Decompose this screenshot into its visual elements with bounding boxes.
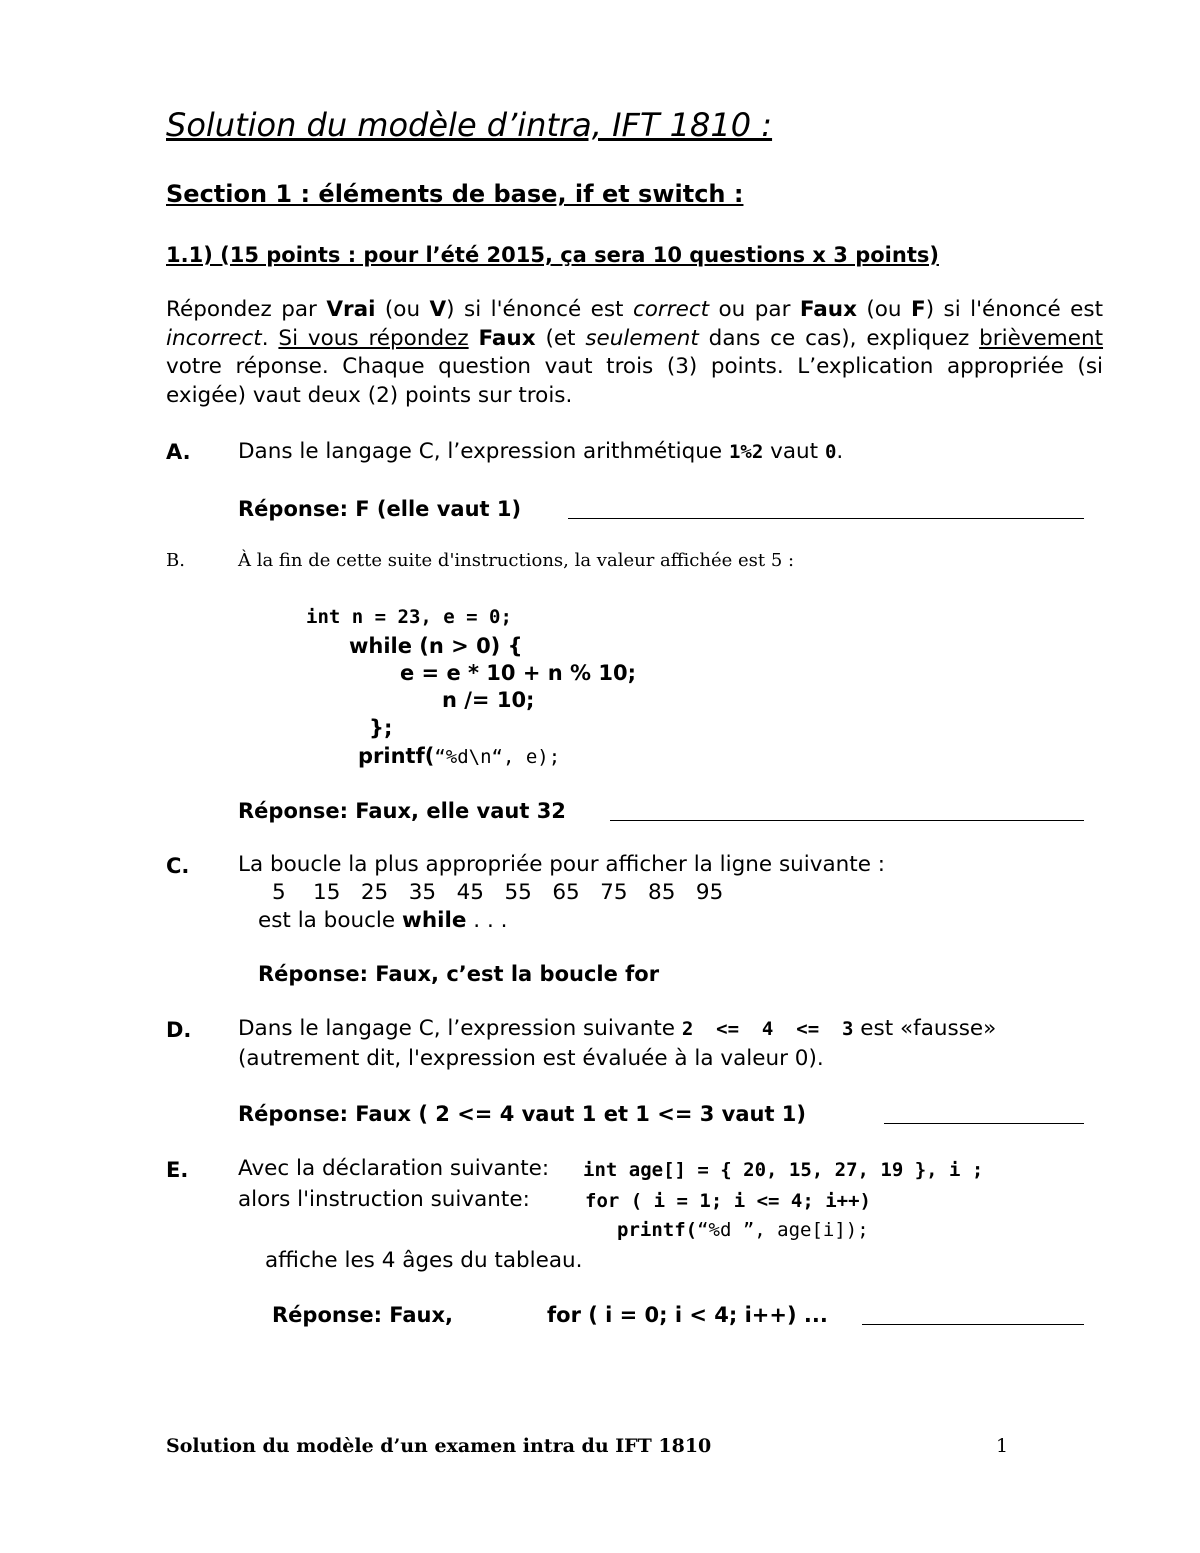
instructions-paragraph: Répondez par Vrai (ou V) si l'énoncé est correct ou par Faux (ou F) si l'énoncé est incorrect. Si vous répondez Faux (et seulement dans ce cas), expliquez brièvement votre réponse. Chaque question vaut trois (3) points. L’explication appropriée (si exigée) vaut deux (2) points sur trois. bbox=[166, 297, 1104, 408]
code-line-4: n /= 10; bbox=[442, 688, 535, 712]
code-line-2: while (n > 0) { bbox=[349, 634, 523, 658]
code-line-6: printf(“%d\n“, e); bbox=[358, 744, 561, 768]
answer-line-d bbox=[884, 1123, 1084, 1124]
code-line-1: int n = 23, e = 0; bbox=[306, 606, 512, 628]
question-c-label: C. bbox=[166, 854, 190, 878]
question-b-label: B. bbox=[166, 550, 185, 571]
code-line-3: e = e * 10 + n % 10; bbox=[400, 661, 636, 685]
question-b-answer: Réponse: Faux, elle vaut 32 bbox=[238, 799, 566, 823]
question-e-printf: printf(“%d ”, age[i]); bbox=[617, 1219, 869, 1241]
subsection-heading: 1.1) (15 points : pour l’été 2015, ça sera 10 questions x 3 points) bbox=[166, 243, 939, 267]
question-a-label: A. bbox=[166, 440, 191, 464]
question-e-answer-a: Réponse: Faux, bbox=[272, 1303, 454, 1327]
question-c-line-1: La boucle la plus appropriée pour afficher la ligne suivante : bbox=[238, 852, 886, 877]
question-a-answer: Réponse: F (elle vaut 1) bbox=[238, 497, 522, 521]
question-e-for-loop: for ( i = 1; i <= 4; i++) bbox=[585, 1190, 871, 1212]
question-c-answer: Réponse: Faux, c’est la boucle for bbox=[258, 962, 660, 986]
question-e-label: E. bbox=[166, 1158, 189, 1182]
page-number: 1 bbox=[996, 1435, 1009, 1457]
question-d-line-2: (autrement dit, l'expression est évaluée à la valeur 0). bbox=[238, 1046, 824, 1071]
question-d-label: D. bbox=[166, 1018, 192, 1042]
answer-line-b bbox=[610, 820, 1084, 821]
code-line-5: }; bbox=[369, 716, 393, 740]
question-a-text: Dans le langage C, l’expression arithmétique 1%2 vaut 0. bbox=[238, 439, 844, 464]
section-heading: Section 1 : éléments de base, if et switch : bbox=[166, 180, 744, 208]
question-d-answer: Réponse: Faux ( 2 <= 4 vaut 1 et 1 <= 3 vaut 1) bbox=[238, 1102, 807, 1126]
question-d-line-1: Dans le langage C, l’expression suivante 2 <= 4 <= 3 est «fausse» bbox=[238, 1016, 997, 1041]
question-e-line-4: affiche les 4 âges du tableau. bbox=[265, 1248, 583, 1273]
question-c-line-3: est la boucle while . . . bbox=[258, 908, 508, 933]
answer-line-a bbox=[568, 518, 1084, 519]
question-e-declaration: int age[] = { 20, 15, 27, 19 }, i ; bbox=[583, 1159, 984, 1181]
answer-line-e bbox=[862, 1324, 1084, 1325]
page-title: Solution du modèle d’intra, IFT 1810 : bbox=[166, 106, 773, 144]
question-e-line-1a: Avec la déclaration suivante: bbox=[238, 1156, 550, 1181]
question-e-line-2a: alors l'instruction suivante: bbox=[238, 1187, 530, 1212]
question-b-text: À la fin de cette suite d'instructions, la valeur affichée est 5 : bbox=[238, 550, 795, 571]
question-e-answer-b: for ( i = 0; i < 4; i++) ... bbox=[547, 1303, 828, 1327]
footer-text: Solution du modèle d’un examen intra du IFT 1810 bbox=[166, 1435, 712, 1457]
question-c-sequence: 5 15 25 35 45 55 65 75 85 95 bbox=[272, 880, 724, 905]
